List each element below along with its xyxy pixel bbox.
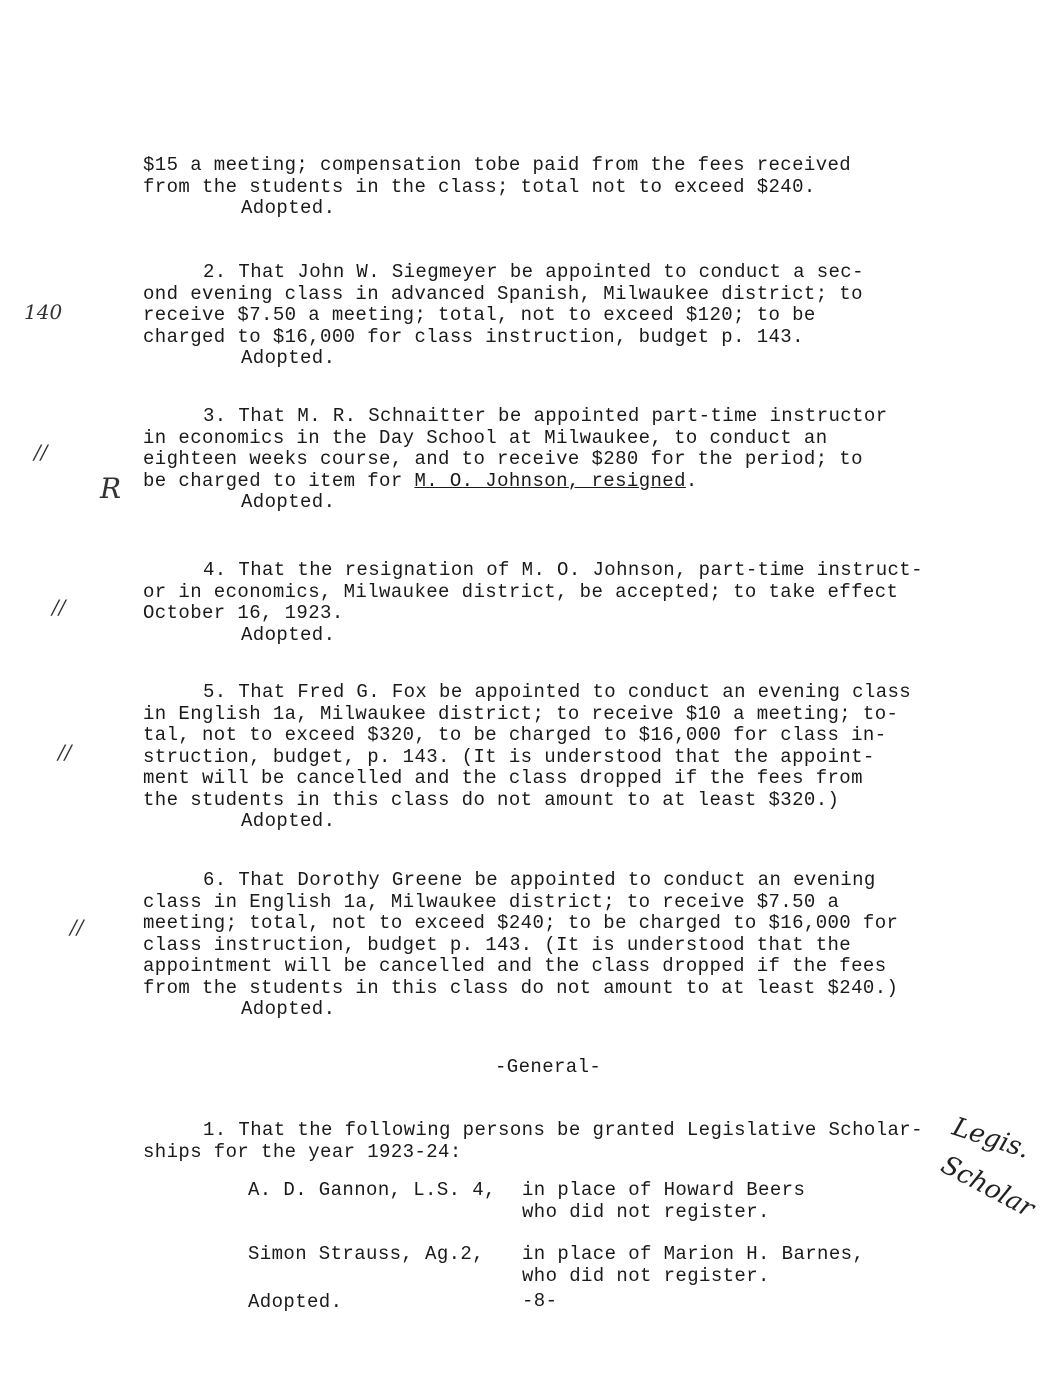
adopted-label: Adopted. <box>241 623 336 646</box>
text-line: from the students in this class do not amount to at least $240.) <box>143 976 899 999</box>
handwritten-note-line: Legis. <box>948 1112 1034 1166</box>
text-line: 3. That M. R. Schnaitter be appointed part-time instructor <box>203 405 888 427</box>
continuation-paragraph <box>143 155 943 220</box>
text-line: or in economics, Milwaukee district, be accepted; to take effect <box>143 580 899 603</box>
margin-ditto-mark: // <box>52 595 66 619</box>
resolution-item-5 <box>143 682 943 833</box>
margin-ditto-mark: // <box>34 440 48 464</box>
text-line: charged to $16,000 for class instruction, budget p. 143. <box>143 325 804 348</box>
scholarship-name: Simon Strauss, Ag.2, <box>248 1243 485 1265</box>
text-segment: be charged to item for <box>143 469 415 492</box>
text-line: 4. That the resignation of M. O. Johnson, part-time instruct- <box>203 559 923 581</box>
text-line: meeting; total, not to exceed $240; to be charged to $16,000 for <box>143 912 899 934</box>
adopted-label: Adopted. <box>241 810 336 832</box>
resolution-item-2 <box>143 262 943 370</box>
text-line: ships for the year 1923-24: <box>143 1140 462 1163</box>
text-line: 2. That John W. Siegmeyer be appointed to conduct a sec- <box>203 261 864 283</box>
adopted-label: Adopted. <box>241 197 336 219</box>
adopted-label: Adopted. <box>241 491 336 513</box>
general-item-1 <box>143 1120 943 1163</box>
text-line: appointment will be cancelled and the class dropped if the fees <box>143 955 887 977</box>
handwritten-note-line: Scholar <box>935 1150 1040 1224</box>
text-line: the students in this class do not amount to at least $320.) <box>143 788 840 811</box>
text-line: from the students in the class; total not to exceed $240. <box>143 175 816 198</box>
page-number: -8- <box>522 1290 558 1312</box>
text-line: October 16, 1923. <box>143 602 344 624</box>
adopted-label: Adopted. <box>241 998 336 1020</box>
resolution-item-3 <box>143 406 943 514</box>
scholarship-detail: in place of Marion H. Barnes, <box>522 1243 865 1265</box>
text-line: class instruction, budget p. 143. (It is understood that the <box>143 933 852 956</box>
text-line: 1. That the following persons be granted Legislative Scholar- <box>203 1119 923 1141</box>
text-line: receive $7.50 a meeting; total, not to exceed $120; to be <box>143 304 816 326</box>
scholarship-detail: who did not register. <box>522 1265 770 1287</box>
adopted-label: Adopted. <box>248 1291 343 1313</box>
text-line: ment will be cancelled and the class dropped if the fees from <box>143 767 863 789</box>
text-line: in English 1a, Milwaukee district; to receive $10 a meeting; to- <box>143 702 899 725</box>
section-heading-general: -General- <box>495 1056 602 1078</box>
text-line: eighteen weeks course, and to receive $280 for the period; to <box>143 448 863 470</box>
text-line <box>143 471 943 493</box>
text-line: ond evening class in advanced Spanish, Milwaukee district; to <box>143 282 863 305</box>
text-line: $15 a meeting; compensation tobe paid from the fees received <box>143 154 852 176</box>
text-line: class in English 1a, Milwaukee district; to receive $7.50 a <box>143 890 840 913</box>
resolution-item-6 <box>143 870 943 1021</box>
text-line: in economics in the Day School at Milwaukee, to conduct an <box>143 426 828 449</box>
scholarship-detail: in place of Howard Beers <box>522 1179 806 1201</box>
text-line: struction, budget, p. 143. (It is understood that the appoint- <box>143 745 875 768</box>
margin-note-r: R <box>100 472 122 505</box>
text-line: 5. That Fred G. Fox be appointed to conduct an evening class <box>203 681 912 703</box>
resolution-item-4 <box>143 560 943 646</box>
margin-ditto-mark: // <box>70 915 84 939</box>
margin-note-140: 140 <box>24 300 63 324</box>
underlined-text: M. O. Johnson, resigned <box>414 469 686 492</box>
text-segment: . <box>685 469 698 492</box>
margin-ditto-mark: // <box>58 740 72 764</box>
text-line: 6. That Dorothy Greene be appointed to conduct an evening <box>203 869 876 891</box>
text-line: tal, not to exceed $320, to be charged to $16,000 for class in- <box>143 724 887 746</box>
scholarship-detail: who did not register. <box>522 1201 770 1223</box>
scholarship-name: A. D. Gannon, L.S. 4, <box>248 1179 496 1201</box>
adopted-label: Adopted. <box>241 347 336 369</box>
